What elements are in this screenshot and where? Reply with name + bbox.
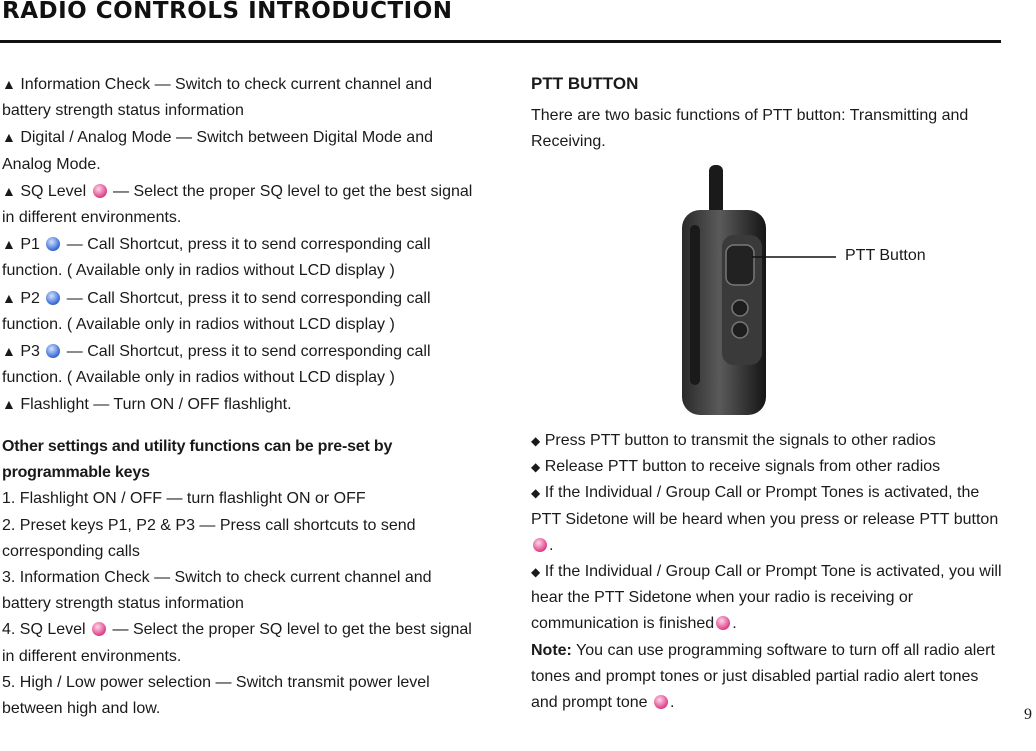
radio-illustration <box>660 165 960 415</box>
diamond-bullet-icon: ◆ <box>531 460 541 475</box>
sq-key-icon <box>92 622 106 636</box>
tone-icon <box>716 616 730 630</box>
diamond-bullet-icon: ◆ <box>531 486 541 501</box>
other-settings-item: 4. SQ Level — Select the proper SQ level to get the best signal in different environments. <box>2 621 472 665</box>
title-rule <box>0 40 1001 43</box>
triangle-bullet-icon: ▲ <box>2 396 16 413</box>
triangle-bullet-icon: ▲ <box>2 129 16 146</box>
ptt-heading: PTT BUTTON <box>531 74 639 93</box>
list-item-information-check: ▲ Information Check — Switch to check current channel and battery strength status information <box>2 76 433 120</box>
other-settings <box>2 434 477 722</box>
list-item-digital-analog: ▲ Digital / Analog Mode — Switch between Digital Mode and Analog Mode. <box>2 129 433 173</box>
list-item-flashlight: ▲ Flashlight — Turn ON / OFF flashlight. <box>2 396 292 414</box>
other-settings-item: 5. High / Low power selection — Switch transmit power level between high and low. <box>2 673 430 718</box>
ptt-bullets <box>531 428 1006 716</box>
triangle-bullet-icon: ▲ <box>2 343 16 360</box>
ptt-bullet: ◆ Release PTT button to receive signals from other radios <box>531 458 941 476</box>
ptt-note: Note: You can use programming software to turn off all radio alert tones and prompt tones or just disabled partial radio alert tones and prompt tone . <box>531 641 995 712</box>
tone-icon <box>533 538 547 552</box>
ptt-intro: There are two basic functions of PTT button: Transmitting and Receiving. <box>531 107 969 151</box>
page-number: 9 <box>1024 706 1032 723</box>
p2-key-icon <box>46 291 60 305</box>
ptt-button-shape <box>726 245 754 285</box>
ptt-bullet: ◆ Press PTT button to transmit the signals to other radios <box>531 432 936 449</box>
side-key-1 <box>732 300 748 316</box>
ptt-bullet: ◆ If the Individual / Group Call or Prompt Tones is activated, the PTT Sidetone will be heard when you press or release PTT button. <box>531 484 999 554</box>
antenna <box>709 165 723 215</box>
radio-image <box>660 165 960 415</box>
p1-key-icon <box>46 237 60 251</box>
tone-icon <box>654 695 668 709</box>
side-key-2 <box>732 322 748 338</box>
triangle-bullet-icon: ▲ <box>2 236 16 253</box>
other-settings-item: 2. Preset keys P1, P2 & P3 — Press call shortcuts to send corresponding calls <box>2 516 416 560</box>
triangle-bullet-icon: ▲ <box>2 76 16 92</box>
other-settings-heading: Other settings and utility functions can be pre-set by programmable keys <box>2 438 393 482</box>
page-title: RADIO CONTROLS INTRODUCTION <box>2 0 453 24</box>
list-item-p2: ▲ P2 — Call Shortcut, press it to send corresponding call function. ( Available only in radios without LCD display ) <box>2 289 431 333</box>
diamond-bullet-icon: ◆ <box>531 565 541 580</box>
list-item-p3: ▲ P3 — Call Shortcut, press it to send corresponding call function. ( Available only in radios without LCD display ) <box>2 343 431 387</box>
belt-clip <box>690 225 700 385</box>
other-settings-item: 1. Flashlight ON / OFF — turn flashlight ON or OFF <box>2 490 366 508</box>
list-item-p1: ▲ P1 — Call Shortcut, press it to send corresponding call function. ( Available only in radios without LCD display ) <box>2 236 431 280</box>
ptt-section <box>531 71 1006 156</box>
triangle-bullet-icon: ▲ <box>2 289 16 306</box>
diamond-bullet-icon: ◆ <box>531 434 541 448</box>
other-settings-item: 3. Information Check — Switch to check current channel and battery strength status information <box>2 569 432 613</box>
ptt-bullet: ◆ If the Individual / Group Call or Prompt Tone is activated, you will hear the PTT Sidetone when your radio is receiving or communication is finished . <box>531 563 1002 633</box>
ptt-callout-label: PTT Button <box>845 247 926 264</box>
left-column <box>2 71 477 419</box>
p3-key-icon <box>46 344 60 358</box>
sq-key-icon <box>93 184 107 198</box>
list-item-sq-level: ▲ SQ Level — Select the proper SQ level to get the best signal in different environments. <box>2 182 473 227</box>
triangle-bullet-icon: ▲ <box>2 182 16 199</box>
